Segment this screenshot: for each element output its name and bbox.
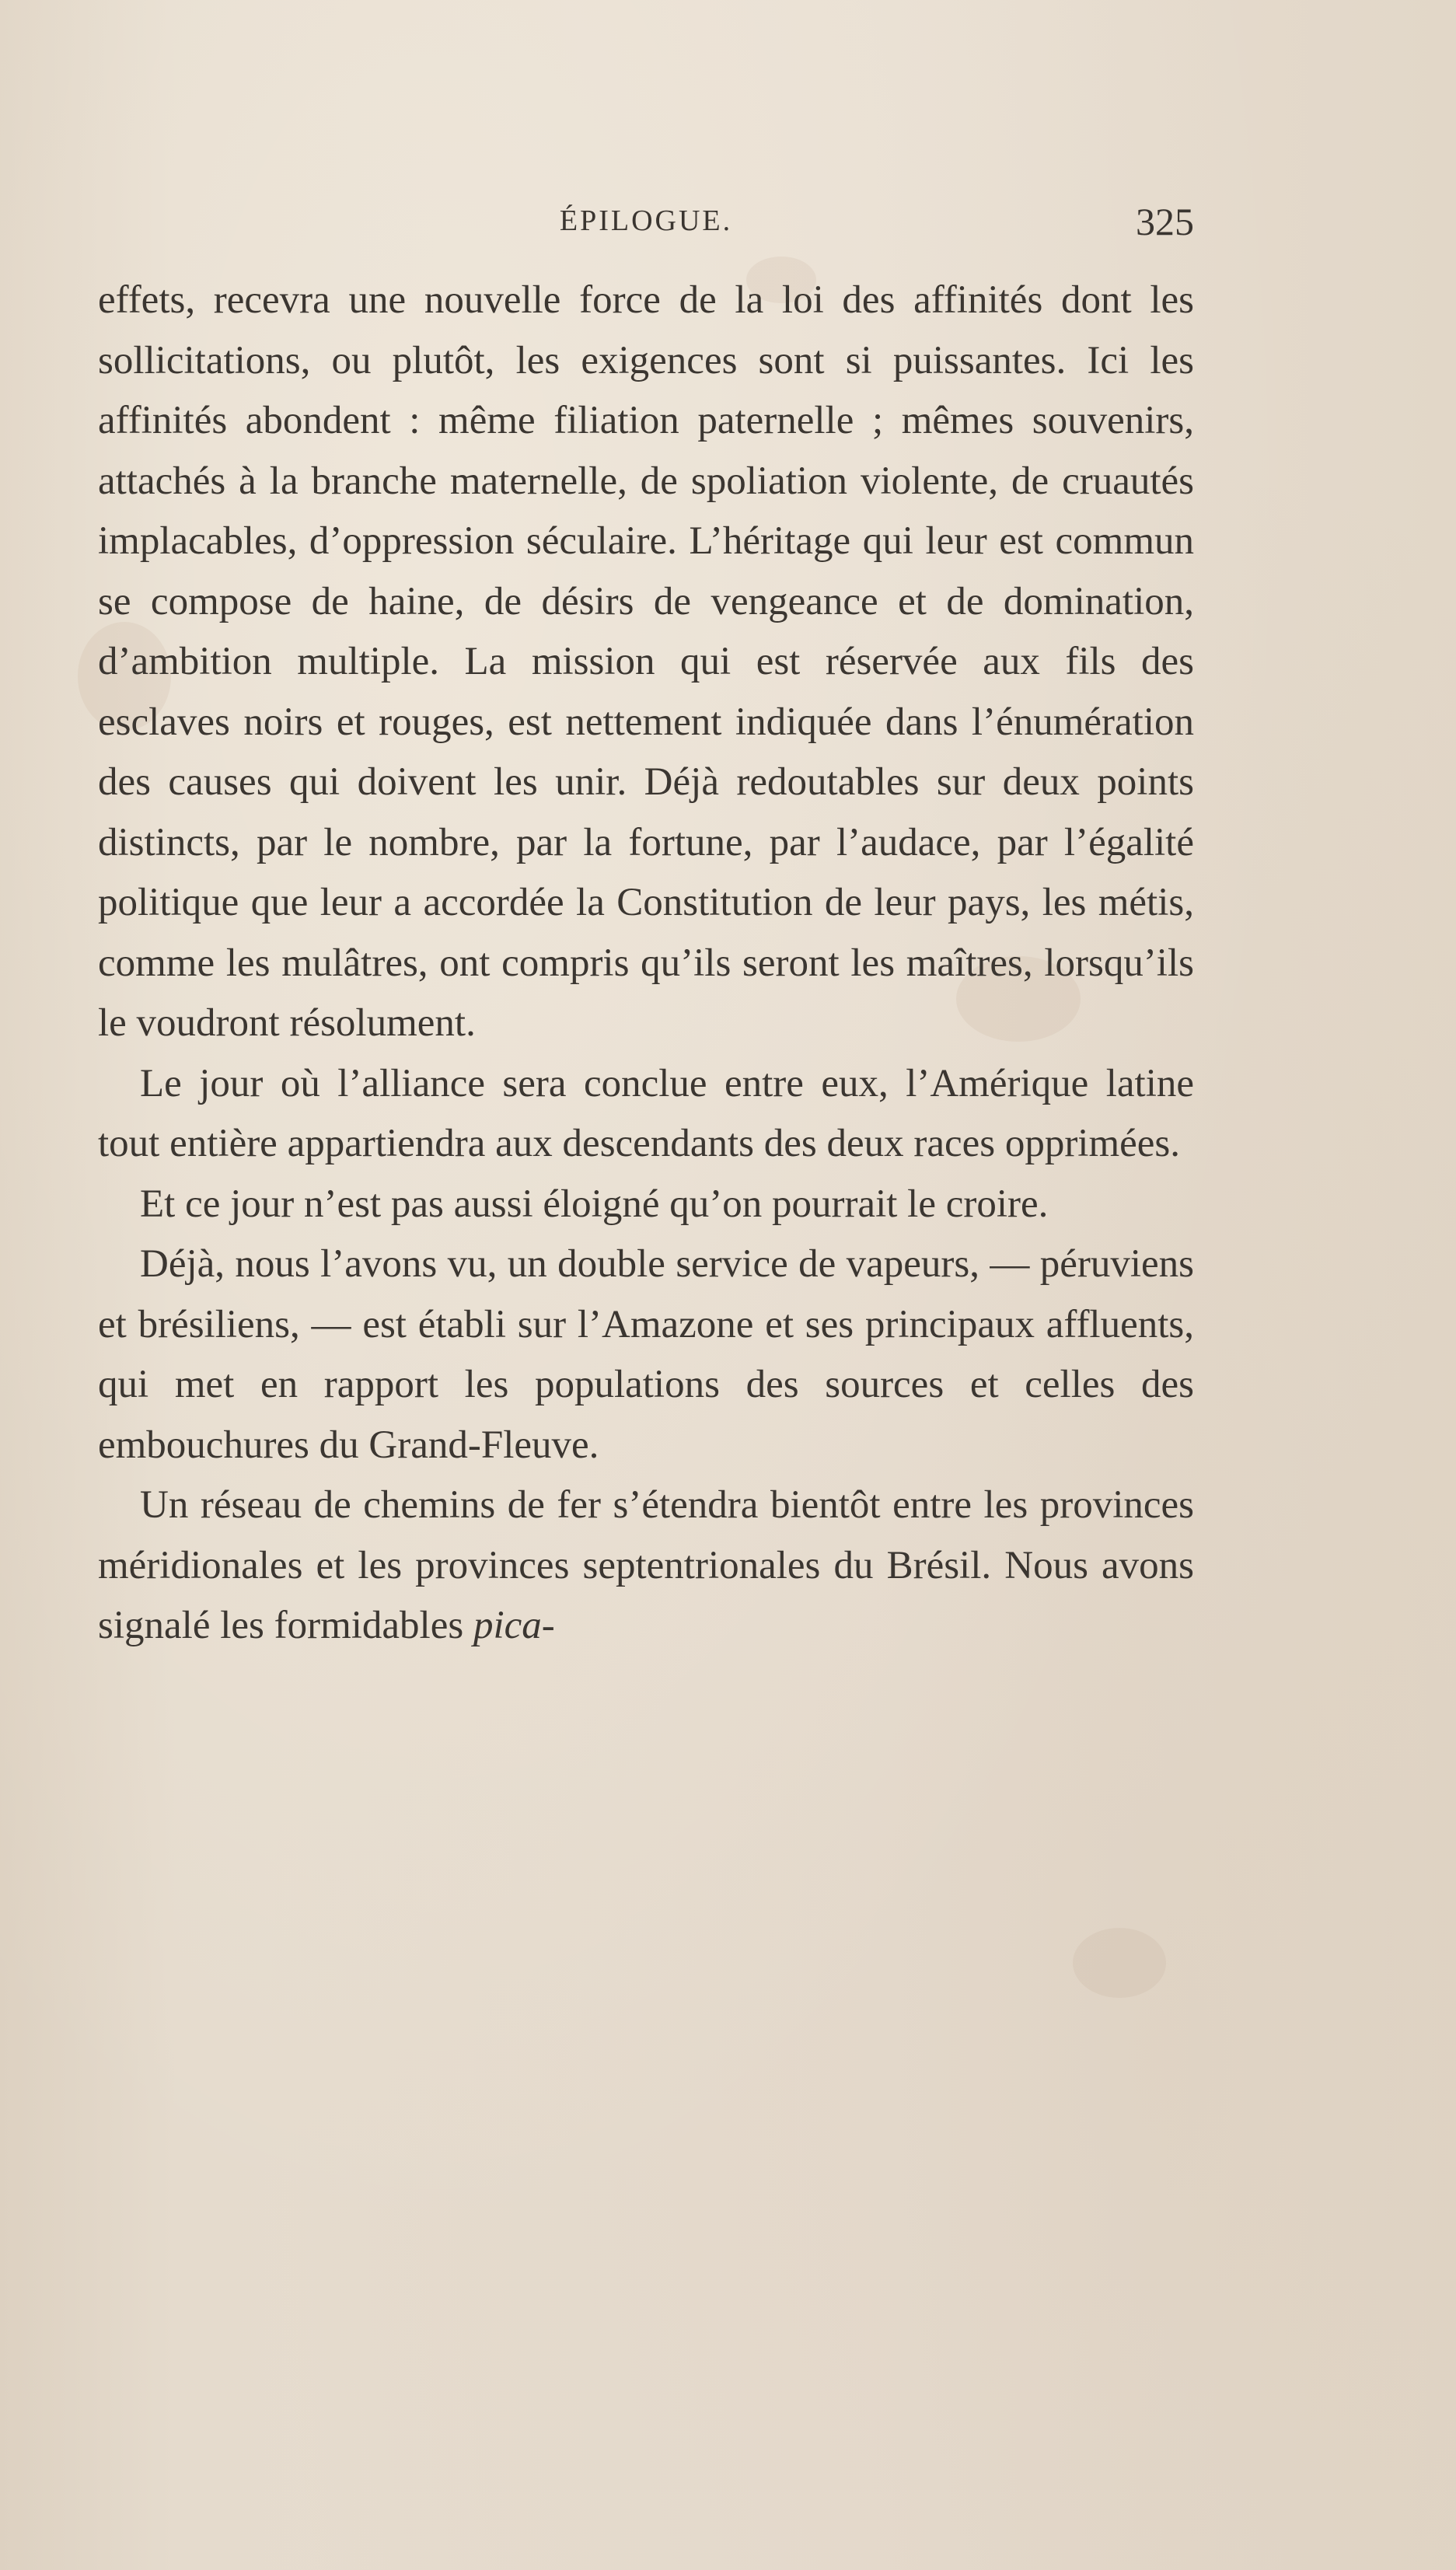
page-number: 325 (1136, 200, 1194, 243)
body-text (98, 271, 1194, 1657)
paragraph: effets, recevra une nouvelle force de la loi des affinités dont les sollicitations, ou plutôt, les exigences sont si puissantes. Ici les affinités abondent : même filiation paternelle ; mêmes souvenirs, attachés à la branche maternelle, de spoliation violente, de cruautés implacables, d’oppression séculaire. L’héritage qui leur est commun se compose de haine, de désirs de vengeance et de domination, d’ambition multiple. La mission qui est réservée aux fils des esclaves noirs et rouges, est nettement indiquée dans l’énumération des causes qui doivent les unir. Déjà redoutables sur deux points distincts, par le nombre, par la fortune, par l’audace, par l’égalité politique que leur a accordée la Constitution de leur pays, les métis, comme les mulâtres, ont compris qu’ils seront les maîtres, lorsqu’ils le voudront résolument. (98, 278, 1194, 1045)
paragraph-text: Un réseau de chemins de fer s’étendra bientôt entre les provinces méridionales et les provinces septentrionales du Brésil. Nous avons signalé les formidables (98, 1483, 1194, 1647)
running-title: ÉPILOGUE. (559, 204, 733, 237)
italic-word: pica- (473, 1604, 555, 1647)
paragraph: Déjà, nous l’avons vu, un double service de vapeurs, — péruviens et brésiliens, — est établi sur l’Amazone et ses principaux affluents, qui met en rapport les populations des sources et celles des embouchures du Grand-Fleuve. (98, 1242, 1194, 1467)
paragraph (98, 1475, 1194, 1657)
paragraph: Et ce jour n’est pas aussi éloigné qu’on pourrait le croire. (140, 1182, 1049, 1226)
page-header (98, 200, 1194, 258)
foxing-stain (1073, 1928, 1166, 1998)
paragraph: Le jour où l’alliance sera conclue entre eux, l’Amérique latine tout entière appartiendra aux descendants des deux races opprimées. (98, 1061, 1194, 1165)
